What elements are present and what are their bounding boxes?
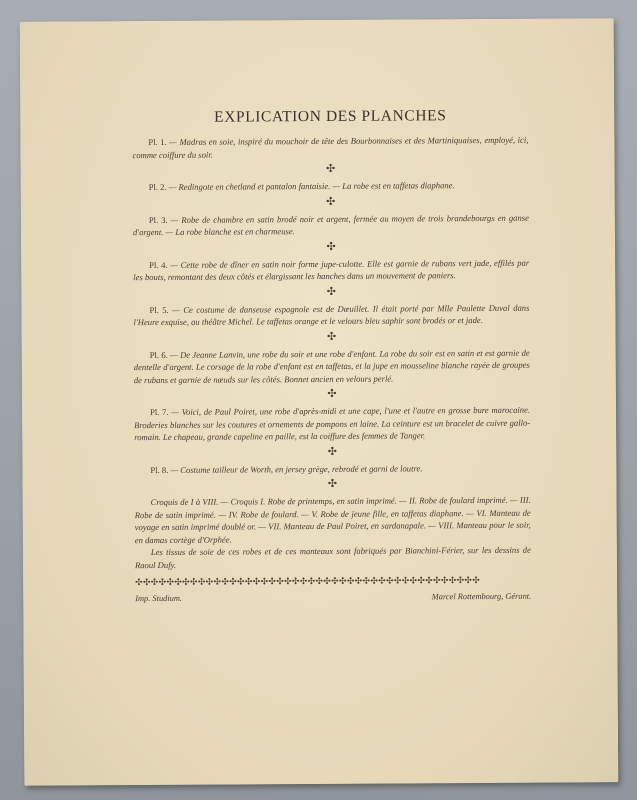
separator-ornament: ✣: [327, 477, 338, 490]
printer-credit: Imp. Studium.: [135, 593, 182, 604]
page-footer: [135, 592, 531, 603]
separator-ornament: ✣: [326, 240, 336, 253]
tissus-paragraph: [135, 544, 531, 571]
entry-plate-3: [133, 211, 529, 238]
paper-sheet: [20, 18, 619, 786]
entry-plate-2: [133, 179, 529, 194]
separator-ornament: ✣: [325, 162, 336, 175]
entry-number: Pl. 7.: [150, 406, 169, 418]
entry-plate-7: [134, 404, 530, 444]
manager-credit: Marcel Rottembourg, Gérant.: [431, 591, 532, 602]
entry-number: Pl. 6.: [149, 349, 168, 360]
page-title: EXPLICATION DES PLANCHES: [214, 107, 447, 126]
entry-plate-1: [132, 134, 528, 161]
entry-text: — Cette robe de dîner en satin noir forme jupe-culotte. Elle est garnie de rubans vert jade, effilés par les bouts, remontant des deux côtés et élargissant les hanches dans un mouvement de paniers.: [133, 257, 530, 283]
entry-text: — Robe de chambre en satin brodé noir et argent, fermée au moyen de trois brandebourgs en ganse d'argent. — La robe blanche est en charmeuse.: [132, 212, 529, 238]
entry-number: Pl. 1.: [148, 136, 167, 148]
entry-text: — Voici, de Paul Poiret, une robe d'après-midi et une cape, l'une et l'autre en grosse bure marocaine. Broderies blanches sur les coutures et ornements de pompons en laine. La ceinture est un bracelet de cuivre gallo-romain. Le chapeau, grande capeline en paille, est la coiffure des femmes de Tanger.: [134, 404, 531, 443]
entry-plate-6: [134, 346, 530, 386]
ornament-rule: ✣✣✣✣✣✣✣✣✣✣✣✣✣✣✣✣✣✣✣✣✣✣✣✣✣✣✣✣✣✣✣✣✣✣✣✣✣✣✣✣✣✣✣✣: [135, 575, 481, 588]
separator-ornament: ✣: [326, 285, 336, 298]
entry-number: Pl. 2.: [148, 181, 167, 193]
separator-ornament: ✣: [327, 387, 337, 400]
entry-number: Pl. 8.: [150, 464, 169, 475]
separator-ornament: ✣: [326, 330, 337, 343]
entry-number: Pl. 3.: [148, 214, 168, 225]
separator-ornament: ✣: [326, 195, 336, 208]
page-content: [132, 107, 531, 603]
entry-text: — Costume tailleur de Worth, en jersey grège, rebrodé et garni de loutre.: [168, 462, 423, 475]
entry-text: — Madras en soie, inspiré du mouchoir de tête des Bourbonnaises et des Martiniquaises, employé, ici, comme coiffure du soir.: [132, 134, 529, 160]
entry-number: Pl. 4.: [149, 259, 168, 270]
entry-plate-5: [133, 301, 529, 328]
croquis-text: Croquis de I à VIII. — Croquis I. Robe de printemps, en satin imprimé. — II. Robe de foulard imprimé. — III. Robe de satin imprimé. — IV. Robe de foulard. — V. Robe de jeune fille, en taffetas diaphane. — VI. Manteau de voyage en satin imprimé doublé or. — VII. Manteau de Paul Poiret, en sardanapale. — VIII. Manteau pour le soir, en damas cortège d'Orphée.: [134, 494, 531, 545]
entry-plate-4: [133, 256, 529, 283]
croquis-paragraph: [135, 494, 531, 546]
entry-text: — Redingote en chetland et pantalon fantaisie. — La robe est en taffetas diaphane.: [166, 180, 455, 192]
entry-text: — Ce costume de danseuse espagnole est de Dœuillet. Il était porté par Mlle Paulette Duval dans l'Heure exquise, au théâtre Michel. Le taffetas orange et le velours bleu saphir sont brodés or et jade.: [133, 302, 530, 328]
entry-plate-8: [134, 461, 530, 476]
tissus-text: Les tissus de soie de ces robes et de ces manteaux sont fabriqués par Bianchini-Férier, sur les dessins de Raoul Dufy.: [134, 544, 531, 570]
separator-ornament: ✣: [327, 445, 337, 458]
entry-text: — De Jeanne Lanvin, une robe du soir et une robe d'enfant. La robe du soir est en satin et est garnie de dentelle d'argent. Le corsage de la robe d'enfant est en taffetas, et la jupe en mousseline blanche rayée de groupes de rubans et garnie de nœuds sur les côtés. Bonnet ancien en velours perlé.: [133, 347, 530, 385]
entry-number: Pl. 5.: [149, 304, 169, 315]
